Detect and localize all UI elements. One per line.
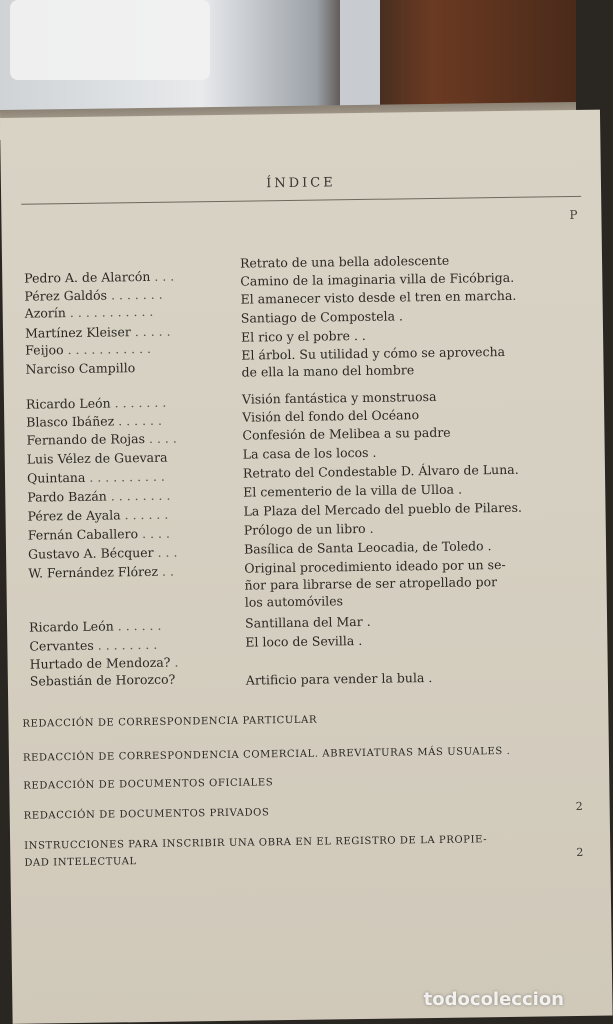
author-name: Ricardo León	[29, 618, 114, 635]
author-name: Pardo Bazán	[27, 488, 107, 505]
entry-author	[25, 339, 240, 359]
author-name: Pérez Galdós	[24, 287, 108, 304]
entry-author	[27, 486, 242, 506]
leader-dots: . . . . . . .	[106, 286, 163, 303]
leader-dots: . . . . .	[130, 323, 171, 340]
entry-work-title: Retrato de una bella adolescente	[239, 252, 450, 271]
entry-work-title: La Plaza del Mercado del pueblo de Pilares.	[243, 499, 522, 519]
leader-dots: . . . . . . .	[110, 394, 167, 411]
author-name: Fernando de Rojas	[26, 431, 146, 448]
leader-dots: . . . . . . . .	[93, 636, 158, 653]
entry-work-title: La casa de los locos .	[242, 444, 377, 462]
entry-work-title: Artificio para vender la bula .	[245, 670, 433, 688]
entry-author	[28, 562, 243, 582]
entry-work-title: El loco de Sevilla .	[245, 632, 363, 650]
section-heading: REDACCIÓN DE DOCUMENTOS PRIVADOS	[23, 807, 270, 822]
background-pillow	[10, 0, 210, 80]
leader-dots: . . . . . .	[114, 412, 163, 429]
leader-dots: . . .	[153, 544, 178, 560]
entry-author	[26, 393, 241, 413]
leader-dots: . . .	[150, 268, 175, 284]
entry-work-title: Basílica de Santa Leocadia, de Toledo .	[243, 538, 492, 557]
author-name: Fernán Caballero	[27, 526, 139, 543]
page-title: ÍNDICE	[266, 175, 336, 192]
leader-dots: . .	[157, 563, 174, 579]
leader-dots: . . . . . .	[113, 617, 162, 634]
leader-dots: . . . . . .	[120, 506, 169, 523]
entry-work-title: Santiago de Compostela .	[240, 308, 404, 326]
author-name: Feijoo	[25, 342, 64, 358]
author-name: Ricardo León	[25, 395, 111, 412]
section-heading: REDACCIÓN DE CORRESPONDENCIA COMERCIAL. ABREVIATURAS MÁS USUALES .	[22, 745, 511, 764]
author-name: Sebastián de Horozco?	[29, 671, 176, 689]
author-name: Hurtado de Mendoza?	[29, 654, 171, 672]
entry-author	[29, 635, 244, 655]
author-name: Martínez Kleiser	[24, 324, 131, 341]
author-name: Azorín	[24, 305, 67, 321]
author-name: Luis Vélez de Guevara	[26, 449, 168, 467]
entry-work-title: Confesión de Melibea a su padre	[242, 424, 451, 443]
entry-author	[25, 302, 240, 322]
entry-author	[28, 543, 243, 563]
entry-work-title: El amanecer visto desde el tren en marcha.	[240, 287, 517, 307]
entry-author	[30, 670, 245, 690]
author-name: Gustavo A. Bécquer	[27, 544, 154, 562]
section-heading: INSTRUCCIONES PARA INSCRIBIR UNA OBRA EN EL REGISTRO DE LA PROPIE- DAD INTELECTUAL	[24, 834, 488, 869]
entry-work-title: Visión del fondo del Océano	[242, 407, 420, 425]
section-page-number: 2	[575, 799, 583, 814]
author-name: Pedro A. de Alarcón	[24, 268, 151, 286]
section-heading: REDACCIÓN DE CORRESPONDENCIA PARTICULAR	[22, 714, 318, 730]
author-name: W. Fernández Flórez	[28, 563, 159, 581]
watermark-logo: todocoleccion	[423, 989, 564, 1010]
entry-author	[27, 448, 242, 468]
author-name: Cervantes	[29, 637, 94, 654]
entry-author	[26, 429, 241, 449]
entry-work-title: Prólogo de un libro .	[243, 520, 374, 538]
entry-work-title: Camino de la imaginaria villa de Ficóbriga.	[240, 269, 515, 289]
entry-work-title: El cementerio de la villa de Ulloa .	[243, 481, 463, 500]
leader-dots: . . . .	[144, 430, 177, 447]
leader-dots: . . . . . . . .	[106, 487, 171, 504]
entry-author	[27, 467, 242, 487]
entry-author	[28, 524, 243, 544]
entry-author	[26, 411, 241, 431]
entry-author	[25, 358, 240, 378]
author-name: Blasco Ibáñez	[26, 413, 115, 430]
book-page	[0, 110, 613, 1024]
entry-work-title: Retrato del Condestable D. Álvaro de Luna.	[242, 461, 519, 481]
section-page-number: 2	[576, 845, 584, 860]
author-name: Narciso Campillo	[25, 360, 136, 377]
leader-dots: . . . . . . . . . .	[85, 468, 165, 485]
section-heading: REDACCIÓN DE DOCUMENTOS OFICIALES	[23, 777, 274, 792]
leader-dots: . . . .	[137, 525, 170, 542]
entry-author	[29, 616, 244, 636]
entry-work-title: El rico y el pobre . .	[240, 327, 366, 345]
entry-author	[24, 267, 239, 287]
leader-dots: . . . . . . . . . . .	[65, 303, 154, 321]
entry-work-title: El árbol. Su utilidad y cómo se aprovecha de ella la mano del hombre	[241, 343, 506, 380]
entry-work-title: Santillana del Mar .	[244, 613, 371, 631]
author-name: Pérez de Ayala	[27, 507, 121, 524]
entry-work-title: Original procedimiento ideado por un se- ñor para librarse de ser atropellado por los automóviles	[244, 556, 506, 610]
leader-dots: .	[170, 654, 179, 670]
corner-page-letter: P	[569, 207, 578, 223]
leader-dots: . . . . . . . . . . .	[63, 340, 152, 358]
entry-work-title: Visión fantástica y monstruosa	[241, 388, 437, 407]
title-rule	[21, 196, 581, 205]
entry-author	[27, 505, 242, 525]
author-name: Quintana	[26, 469, 86, 486]
